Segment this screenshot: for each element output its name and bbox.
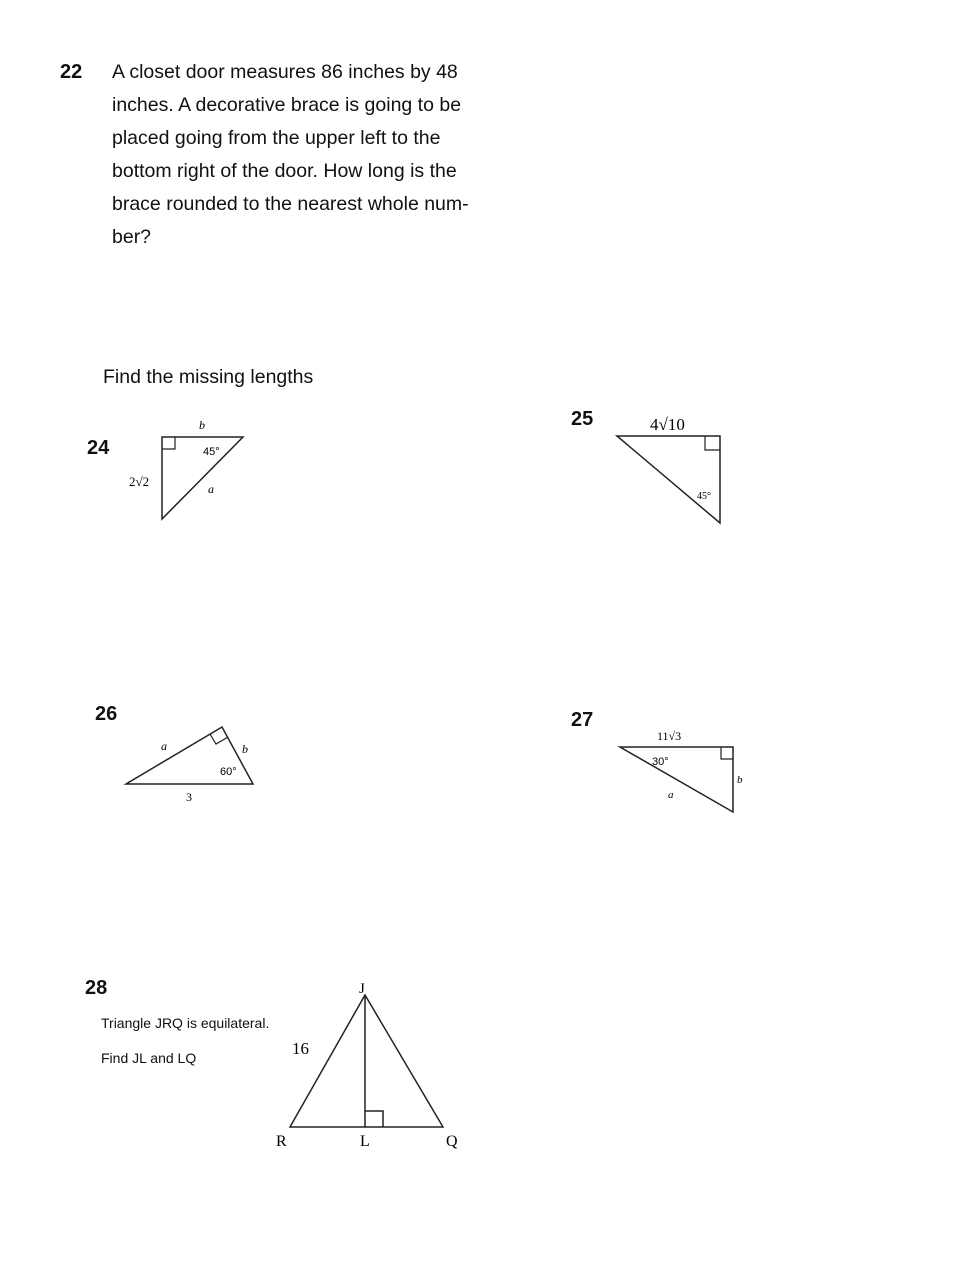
- label-top: 4√10: [650, 415, 685, 434]
- label-angle: 30°: [652, 756, 669, 768]
- problem-22-line: placed going from the upper left to the: [112, 127, 441, 149]
- problem-25-number: 25: [571, 408, 594, 430]
- label-a: a: [208, 482, 214, 496]
- problem-24-number: 24: [87, 437, 110, 459]
- problem-22-line: A closet door measures 86 inches by 48: [112, 61, 458, 83]
- problem-28-statement: Triangle JRQ is equilateral.: [101, 1015, 270, 1031]
- problem-27-number: 27: [571, 709, 594, 731]
- problem-26-number: 26: [95, 703, 118, 725]
- problem-22-line: inches. A decorative brace is going to be: [112, 94, 462, 116]
- label-b: b: [199, 418, 205, 432]
- vertex-q: Q: [446, 1133, 458, 1150]
- problem-22-line: bottom right of the door. How long is the: [112, 160, 457, 182]
- vertex-l: L: [360, 1133, 370, 1150]
- section-heading: Find the missing lengths: [103, 366, 314, 388]
- label-top: 11√3: [657, 729, 682, 743]
- problem-28-number: 28: [85, 977, 108, 999]
- label-b: b: [242, 742, 248, 756]
- label-a: a: [161, 739, 167, 753]
- label-angle: 45°: [697, 491, 711, 502]
- side-label: 16: [292, 1039, 309, 1058]
- problem-28-question: Find JL and LQ: [101, 1050, 197, 1066]
- problem-22-number: 22: [60, 61, 83, 83]
- label-b: b: [737, 774, 743, 786]
- right-angle-mark: [365, 1111, 383, 1127]
- label-angle: 60°: [220, 766, 237, 778]
- label-angle: 45°: [203, 446, 220, 458]
- triangle-jrq: [290, 995, 443, 1127]
- vertex-j: J: [359, 981, 365, 997]
- label-leg: 2√2: [129, 474, 150, 489]
- vertex-r: R: [276, 1133, 287, 1150]
- problem-22-line: ber?: [112, 226, 152, 248]
- problem-22-line: brace rounded to the nearest whole num-: [112, 193, 469, 215]
- label-a: a: [668, 789, 674, 801]
- label-base: 3: [186, 790, 192, 804]
